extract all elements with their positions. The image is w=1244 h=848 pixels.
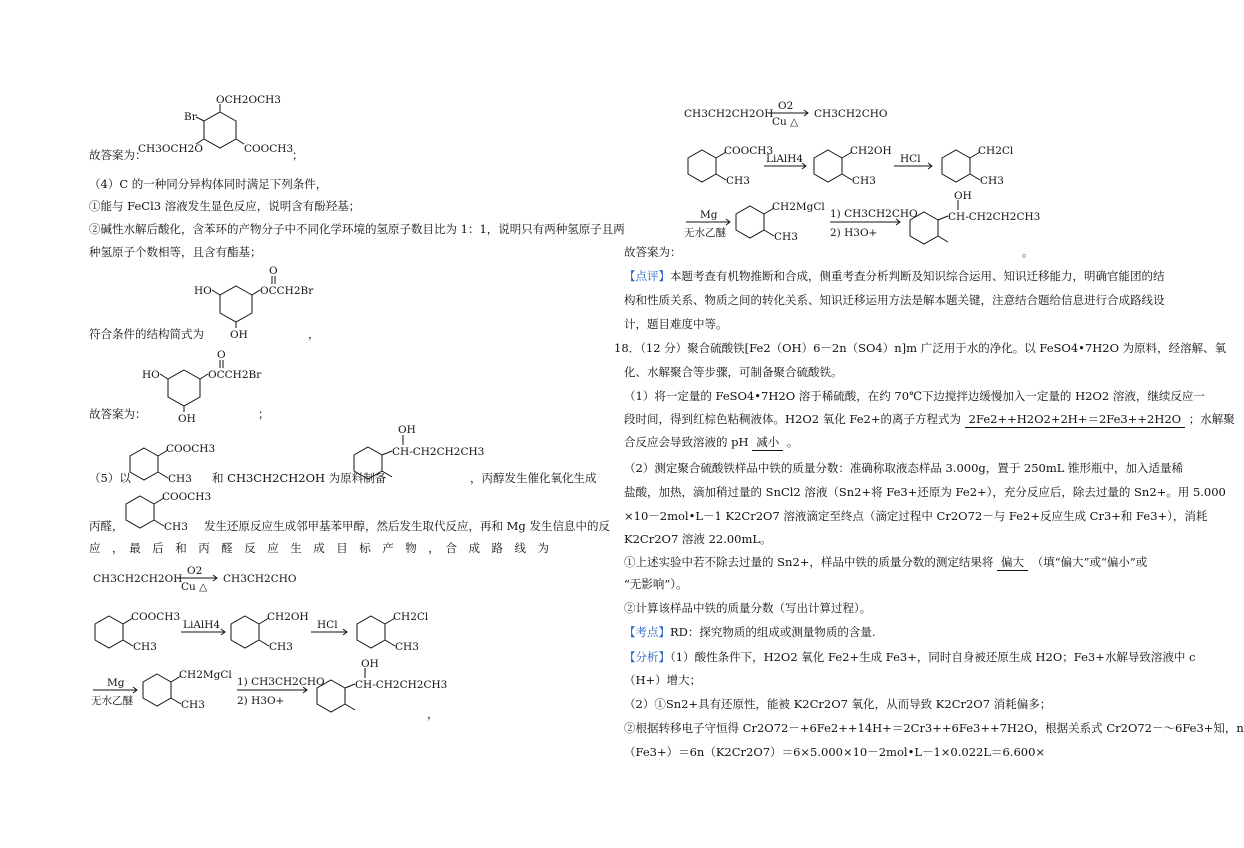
step2-label: 2) H3O+ — [830, 227, 878, 239]
part1-line-3: 合反应会导致溶液的 pH — [624, 435, 749, 449]
comment-line-2: 构和性质关系、物质之间的转化关系、知识迁移运用方法是解本题关键，注意结合题给信息进行合成路线设 — [624, 293, 1165, 307]
ch3-label: CH3 — [168, 473, 192, 485]
propanal-label: CH3CH2CHO — [223, 573, 297, 585]
o2-label: O2 — [778, 100, 794, 112]
ch3-label: CH3 — [726, 175, 750, 187]
ester-chain-label: OCCH2Br — [208, 369, 262, 381]
route-step-grignard — [682, 192, 1122, 258]
condition-2-line-2: 种氢原子个数相等，且含有酯基； — [89, 245, 262, 259]
analysis-line-5: （Fe3+）＝6n（K2Cr2O7）＝6×5.000×10－2mol•L－1×0.022L＝6.600× — [624, 745, 1046, 759]
cooch3-label: COOCH3 — [131, 611, 181, 623]
comment-tag: 【点评】 — [624, 269, 670, 283]
sub1-line-1-end: （填“偏大”或“偏小”或 — [1031, 555, 1148, 569]
cooch3-label: COOCH3 — [244, 143, 294, 155]
ch3-label: CH3 — [269, 641, 293, 653]
product-chain-label: CH-CH2CH2CH3 — [392, 446, 485, 458]
answer-effect: 偏大 — [997, 554, 1028, 571]
part2-line-3: ×10－2mol•L－1 K2Cr2O7 溶液滴定至终点（滴定过程中 Cr2O72－与 Fe2+反应生成 Cr3+和 Fe3+），消耗 — [624, 509, 1208, 523]
sub1-line-2: “无影响”）。 — [624, 577, 688, 591]
q18-line-2: 化、水解聚合等步骤，可制备聚合硫酸铁。 — [624, 365, 843, 379]
ch3-label: CH3 — [980, 175, 1004, 187]
comment-line-3: 计，题目难度中等。 — [624, 317, 728, 331]
och2och3-top-label: OCH2OCH3 — [216, 94, 281, 106]
ch2cl-label: CH2Cl — [978, 145, 1014, 157]
oh-label: OH — [398, 424, 416, 436]
answer-1-prefix: 故答案为： — [89, 148, 147, 162]
propanol-label: CH3CH2CH2OH — [93, 573, 183, 585]
och2och3-left-label: CH3OCH2O — [138, 143, 203, 155]
route-step-reduction — [89, 604, 509, 664]
answer-1-suffix: ； — [292, 148, 304, 162]
answer-ionic-equation: 2Fe2++H2O2+2H+＝2Fe3++2H2O — [965, 411, 1185, 428]
route-end: ， — [427, 707, 439, 721]
part1-line-2: 段时间，得到红棕色粘稠液体。H2O2 氧化 Fe2+的离子方程式为 — [624, 412, 962, 426]
answer-ph-change: 减小 — [752, 434, 783, 451]
ch3-label: CH3 — [164, 521, 188, 533]
comment-line-1: 本题考查有机物推断和合成，侧重考查分析判断及知识综合运用、知识迁移能力，明确官能团的结 — [670, 269, 1165, 283]
ch3-label: CH3 — [395, 641, 419, 653]
sub2-line: ②计算该样品中铁的质量分数（写出计算过程）。 — [624, 601, 872, 615]
ch2oh-label: CH2OH — [267, 611, 309, 623]
ester-structure-1 — [192, 265, 412, 341]
aryl-ether-structure — [132, 92, 372, 162]
route-step-propanol — [682, 98, 942, 132]
route-step-propanol — [89, 563, 349, 597]
q18-line-1: 18．（12 分）聚合硫酸铁[Fe2（OH）6－2n（SO4）n]m 广泛用于水的净化。以 FeSO4•7H2O 为原料，经溶解、氧 — [614, 341, 1227, 355]
ester-structure-2 — [140, 349, 360, 425]
cooch3-label: COOCH3 — [166, 443, 216, 455]
route-answer-prefix: 故答案为： — [624, 245, 682, 259]
cu-heat-label: Cu △ — [772, 116, 799, 128]
cooch3-label: COOCH3 — [724, 145, 774, 157]
product-chain-label: CH-CH2CH2CH3 — [355, 679, 448, 691]
mg-label: Mg — [107, 677, 125, 689]
cu-heat-label: Cu △ — [181, 581, 208, 593]
part1-line-3-end: 。 — [786, 435, 799, 449]
step1-label: 1) CH3CH2CHO — [237, 676, 325, 688]
ch2mgcl-label: CH2MgCl — [179, 669, 232, 681]
q5-prefix: （5）以 — [89, 471, 131, 485]
carbonyl-o-label: O — [269, 265, 278, 277]
ch3-label: CH3 — [852, 175, 876, 187]
q5-tail: ，丙醇发生催化氧化生成 — [470, 471, 597, 485]
q5-line3: 应 ， 最 后 和 丙 醛 反 应 生 成 目 标 产 物 ， 合 成 路 线 为 — [89, 541, 549, 555]
condition-2-line-1: ②碱性水解后酸化，含苯环的产物分子中不同化学环境的氢原子数目比为 1：1，说明只有两种氢原子且两 — [89, 222, 625, 236]
ho-label: HO — [194, 285, 212, 297]
ch3-label: CH3 — [133, 641, 157, 653]
step1-label: 1) CH3CH2CHO — [830, 208, 918, 220]
oh-label: OH — [954, 190, 972, 202]
ch2mgcl-label: CH2MgCl — [772, 201, 825, 213]
sub1-line-1: ①上述实验中若不除去过量的 Sn2+，样品中铁的质量分数的测定结果将 — [624, 555, 994, 569]
o2-label: O2 — [187, 565, 203, 577]
ester-chain-label: OCCH2Br — [260, 285, 314, 297]
lialh4-label: LiAlH4 — [183, 619, 221, 631]
hcl-label: HCl — [317, 619, 338, 631]
propanol-label: CH3CH2CH2OH — [684, 108, 774, 120]
part2-line-2: 盐酸，加热，滴加稍过量的 SnCl2 溶液（Sn2+将 Fe3+还原为 Fe2+），充分反应后，除去过量的 Sn2+。用 5.000 — [624, 485, 1226, 499]
route-step-reduction — [682, 138, 1102, 198]
analysis-line-3: （2）①Sn2+具有还原性，能被 K2Cr2O7 氧化，从而导致 K2Cr2O7 消耗偏多； — [624, 697, 1052, 711]
analysis-line-4: ②根据转移电子守恒得 Cr2O72－+6Fe2++14H+＝2Cr3++6Fe3++7H2O，根据关系式 Cr2O72－～6Fe3+知，n — [624, 721, 1244, 735]
lialh4-label: LiAlH4 — [766, 153, 804, 165]
carbonyl-o-label: O — [217, 349, 226, 361]
ch2oh-label: CH2OH — [850, 145, 892, 157]
ch3-label: CH3 — [181, 699, 205, 711]
ch2cl-label: CH2Cl — [393, 611, 429, 623]
oh-label: OH — [230, 329, 248, 341]
analysis-line-2: （H+）增大； — [624, 673, 702, 687]
ether-label: 无水乙醚 — [684, 227, 726, 239]
part2-line-1: （2）测定聚合硫酸铁样品中铁的质量分数：准确称取液态样品 3.000g，置于 250mL 锥形瓶中，加入适量稀 — [624, 461, 1184, 475]
analysis-tag: 【分析】 — [624, 650, 670, 664]
ch3-label: CH3 — [774, 231, 798, 243]
knowledge-point-text: RD：探究物质的组成或测量物质的含量. — [670, 625, 876, 639]
ho-label: HO — [142, 369, 160, 381]
q5-line2-b: 发生还原反应生成邻甲基苯甲醇，然后发生取代反应，再和 Mg 发生信息中的反 — [204, 519, 610, 533]
q5-line2-a: 丙醛， — [89, 519, 124, 533]
oh-label: OH — [178, 413, 196, 425]
step2-label: 2) H3O+ — [237, 695, 285, 707]
hcl-label: HCl — [900, 153, 921, 165]
part1-line-2-end: ；水解聚 — [1188, 412, 1235, 426]
condition-1: ①能与 FeCl3 溶液发生显色反应，说明含有酚羟基； — [89, 199, 361, 213]
fits-suffix: ， — [308, 327, 320, 341]
answer-2-suffix: ； — [258, 407, 270, 421]
route-answer-end: 。 — [1022, 245, 1034, 259]
mg-label: Mg — [700, 209, 718, 221]
knowledge-point-tag: 【考点】 — [624, 625, 670, 639]
propanal-label: CH3CH2CHO — [814, 108, 888, 120]
route-step-grignard — [89, 660, 529, 726]
part2-line-4: K2Cr2O7 溶液 22.00mL。 — [624, 532, 772, 546]
cooch3-label: COOCH3 — [162, 491, 212, 503]
part1-line-1: （1）将一定量的 FeSO4•7H2O 溶于稀硫酸，在约 70℃下边搅拌边缓慢加入一定量的 H2O2 溶液，继续反应一 — [624, 389, 1205, 403]
fits-label: 符合条件的结构简式为 — [89, 327, 204, 341]
q4-intro: （4）C 的一种同分异构体同时满足下列条件， — [89, 177, 328, 191]
br-label: Br — [184, 111, 197, 123]
ether-label: 无水乙醚 — [91, 695, 133, 707]
q5-middle: 和 CH3CH2CH2OH 为原料制备 — [212, 471, 387, 485]
oh-label: OH — [361, 658, 379, 670]
answer-2-prefix: 故答案为： — [89, 407, 147, 421]
right-column — [614, 0, 1244, 848]
left-column — [82, 0, 625, 848]
target-alcohol-structure — [348, 425, 488, 485]
product-chain-label: CH-CH2CH2CH3 — [948, 211, 1041, 223]
analysis-line-1: （1）酸性条件下，H2O2 氧化 Fe2+生成 Fe3+，同时自身被还原生成 H2O；Fe3+水解导致溶液中 c — [670, 650, 1196, 664]
